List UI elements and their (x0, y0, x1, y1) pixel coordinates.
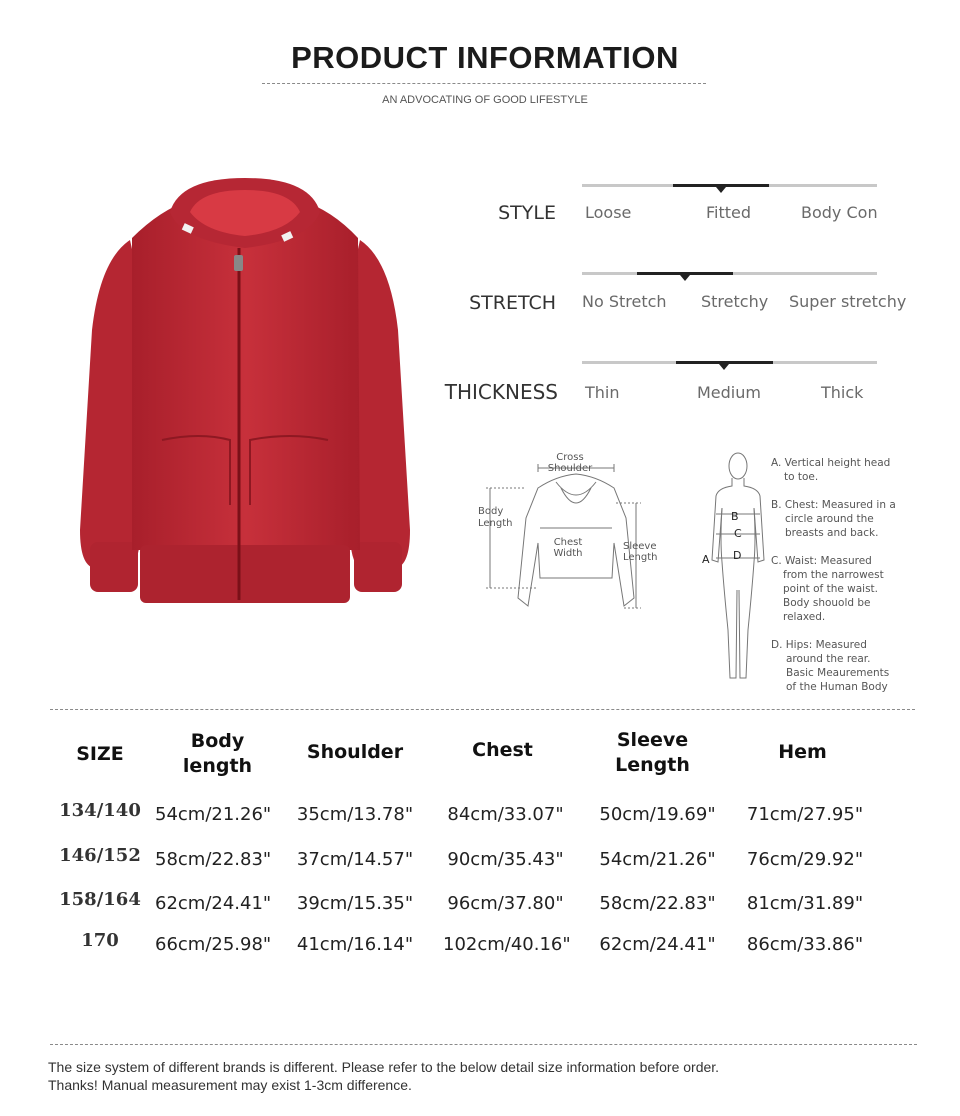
table-cell: 81cm/31.89" (746, 893, 864, 914)
marker-c: C (734, 527, 742, 540)
table-cell: 84cm/33.07" (447, 804, 564, 825)
cross-shoulder-label: Cross Shoulder (547, 452, 593, 474)
table-cell: 86cm/33.86" (746, 934, 864, 955)
header-body-length: Body length (182, 730, 253, 777)
table-cell: 58cm/22.83" (599, 893, 716, 914)
table-cell: 41cm/16.14" (296, 934, 414, 955)
human-body-diagram (700, 450, 780, 686)
stretch-option-super-stretchy: Super stretchy (789, 292, 907, 311)
table-cell: 96cm/37.80" (447, 893, 564, 914)
footer-note (48, 1058, 719, 1094)
thickness-label: THICKNESS (444, 380, 558, 404)
header-chest: Chest (472, 739, 533, 761)
thickness-indicator (719, 364, 729, 370)
header-size: SIZE (76, 743, 124, 765)
marker-b: B (731, 510, 739, 523)
marker-d: D (733, 549, 742, 562)
size-cell: 158/164 (59, 889, 141, 910)
stretch-label: STRETCH (469, 292, 556, 314)
header-shoulder: Shoulder (306, 741, 404, 763)
table-cell: 35cm/13.78" (296, 804, 414, 825)
thickness-option-thin: Thin (585, 383, 620, 402)
body-length-label: Body Length (478, 506, 513, 529)
note-d: D. Hips: Measured around the rear. Basic Meaurements of the Human Body (771, 639, 890, 693)
size-cell: 146/152 (59, 845, 141, 866)
table-cell: 37cm/14.57" (296, 849, 414, 870)
note-c: C. Waist: Measured from the narrowest point of the waist. Body shouold be relaxed. (771, 555, 884, 623)
table-cell: 58cm/22.83" (155, 849, 272, 870)
note-a: A. Vertical height head to toe. (771, 457, 891, 483)
stretch-indicator (680, 275, 690, 281)
table-cell: 102cm/40.16" (443, 934, 571, 955)
header-hem: Hem (778, 741, 827, 763)
section-divider (50, 709, 915, 710)
style-indicator (716, 187, 726, 193)
footer-line-1: The size system of different brands is different. Please refer to the below detail size information before order. (48, 1059, 720, 1075)
marker-a: A (702, 553, 710, 566)
stretch-option-stretchy: Stretchy (701, 292, 769, 311)
table-cell: 62cm/24.41" (155, 893, 272, 914)
table-cell: 76cm/29.92" (746, 849, 864, 870)
style-option-body-con: Body Con (801, 203, 878, 222)
table-cell: 54cm/21.26" (155, 804, 272, 825)
table-cell: 62cm/24.41" (599, 934, 716, 955)
table-cell: 50cm/19.69" (599, 804, 716, 825)
size-cell: 134/140 (59, 800, 141, 821)
size-cell: 170 (81, 930, 119, 951)
stretch-option-no-stretch: No Stretch (582, 292, 667, 311)
page-subtitle: AN ADVOCATING OF GOOD LIFESTYLE (382, 94, 588, 106)
footer-divider (50, 1044, 917, 1045)
chest-width-label: Chest Width (553, 537, 583, 559)
footer-line-2: Thanks! Manual measurement may exist 1-3cm difference. (48, 1077, 412, 1093)
table-cell: 66cm/25.98" (155, 934, 272, 955)
table-cell: 90cm/35.43" (447, 849, 564, 870)
sleeve-length-label: Sleeve Length (623, 541, 658, 563)
thickness-option-medium: Medium (697, 383, 761, 402)
note-b: B. Chest: Measured in a circle around the breasts and back. (771, 499, 896, 539)
title-divider (262, 83, 706, 84)
thickness-option-thick: Thick (821, 383, 864, 402)
hoodie-product-image (70, 170, 420, 615)
table-cell: 39cm/15.35" (296, 893, 414, 914)
page-title: PRODUCT INFORMATION (291, 40, 679, 75)
header-sleeve-length: Sleeve Length (615, 729, 690, 776)
style-option-fitted: Fitted (706, 203, 752, 222)
table-cell: 71cm/27.95" (746, 804, 864, 825)
style-label: STYLE (498, 202, 556, 224)
style-option-loose: Loose (585, 203, 632, 222)
table-cell: 54cm/21.26" (599, 849, 716, 870)
